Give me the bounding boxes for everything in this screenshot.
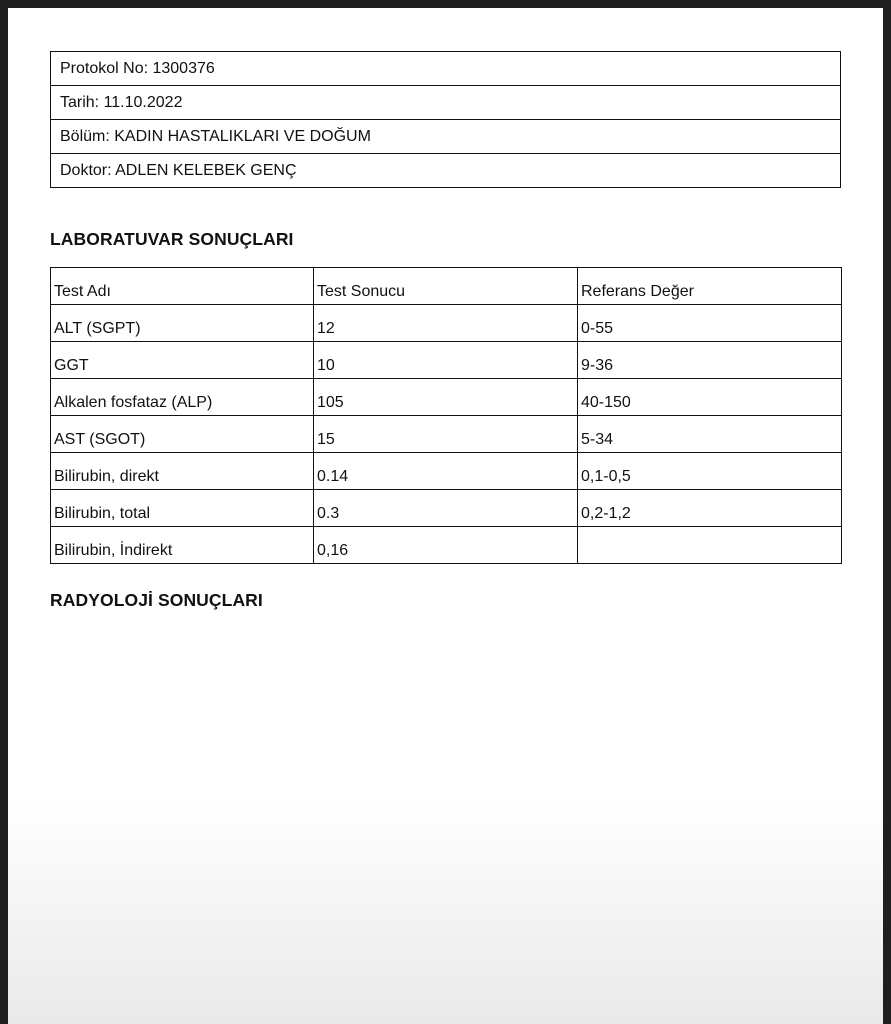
department: Bölüm: KADIN HASTALIKLARI VE DOĞUM [51, 120, 841, 154]
test-result: 12 [314, 305, 578, 342]
test-result: 10 [314, 342, 578, 379]
reference-value: 0-55 [578, 305, 842, 342]
test-name: Bilirubin, direkt [51, 453, 314, 490]
reference-value: 0,1-0,5 [578, 453, 842, 490]
column-header-reference: Referans Değer [578, 268, 842, 305]
info-row-department [51, 120, 841, 154]
test-name: Alkalen fosfataz (ALP) [51, 379, 314, 416]
test-name: AST (SGOT) [51, 416, 314, 453]
column-header-test-name: Test Adı [51, 268, 314, 305]
test-result: 105 [314, 379, 578, 416]
table-row [51, 305, 842, 342]
table-row [51, 490, 842, 527]
reference-value [578, 527, 842, 564]
column-header-test-result: Test Sonucu [314, 268, 578, 305]
info-row-doctor [51, 154, 841, 188]
reference-value: 5-34 [578, 416, 842, 453]
radiology-results-title: RADYOLOJİ SONUÇLARI [50, 590, 263, 610]
doctor-name: Doktor: ADLEN KELEBEK GENÇ [51, 154, 841, 188]
document-page [8, 8, 883, 1024]
test-result: 0,16 [314, 527, 578, 564]
table-row [51, 527, 842, 564]
report-date: Tarih: 11.10.2022 [51, 86, 841, 120]
lab-results-table [50, 267, 842, 564]
test-name: Bilirubin, İndirekt [51, 527, 314, 564]
table-header-row [51, 268, 842, 305]
test-result: 0.14 [314, 453, 578, 490]
patient-info-table [50, 51, 841, 188]
info-row-date [51, 86, 841, 120]
table-row [51, 416, 842, 453]
table-row [51, 342, 842, 379]
test-name: ALT (SGPT) [51, 305, 314, 342]
reference-value: 40-150 [578, 379, 842, 416]
table-row [51, 379, 842, 416]
reference-value: 0,2-1,2 [578, 490, 842, 527]
test-name: Bilirubin, total [51, 490, 314, 527]
table-row [51, 453, 842, 490]
reference-value: 9-36 [578, 342, 842, 379]
info-row-protocol [51, 52, 841, 86]
lab-results-title: LABORATUVAR SONUÇLARI [50, 229, 294, 249]
test-name: GGT [51, 342, 314, 379]
protocol-number: Protokol No: 1300376 [51, 52, 841, 86]
test-result: 0.3 [314, 490, 578, 527]
test-result: 15 [314, 416, 578, 453]
